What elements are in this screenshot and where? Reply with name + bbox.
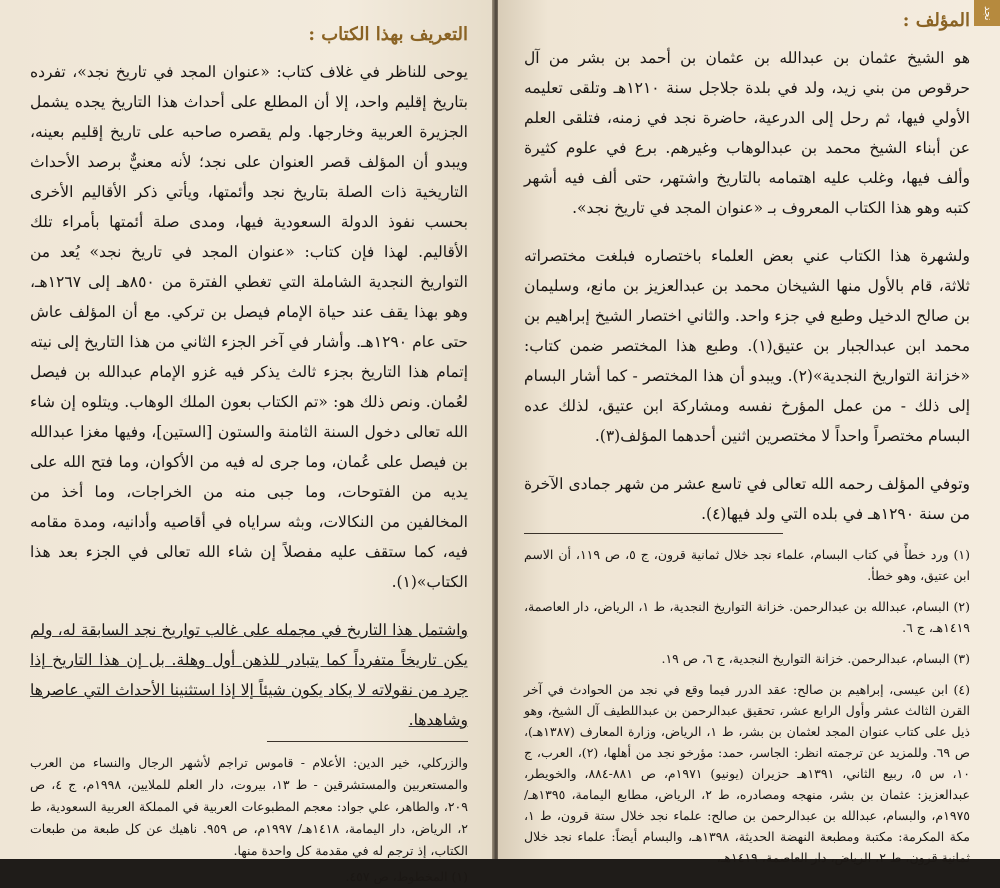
right-paragraph-3: وتوفي المؤلف رحمه الله تعالى في تاسع عشر من شهر جمادى الآخرة من سنة ١٢٩٠هـ في بلده التي ولد فيها(٤).	[524, 475, 970, 523]
right-paragraph-2: ولشهرة هذا الكتاب عني بعض العلماء باختصاره فبلغت مختصراته ثلاثة، قام بالأول منها الشيخان محمد بن عبدالعزيز بن مانع، وسليمان بن صالح الدخيل وطبع في جزء واحد. والثاني اختصار الشيخ إبراهيم بن محمد ابن عبدالجبار بن عتيق(١). وطبع هذا المختصر ضمن كتاب: «خزانة التواريخ النجدية»(٢). ويبدو أن هذا المختصر - كما أشار البسام إلى ذلك - من عمل المؤرخ نفسه ومشاركة ابن عتيق، لذلك عده البسام مختصراً واحداً لا مختصرين اثنين أحدهما المؤلف(٣).	[524, 247, 970, 445]
left-footnote-continued: والزركلي، خير الدين: الأعلام - قاموس تراجم لأشهر الرجال والنساء من العرب والمستعربين والمستشرقين - ط ١٣، بيروت، دار العلم للملايين، ١٩٩٨م، ج ٤، ص ٢٠٩، والطاهر، علي جواد: معجم المطبوعات العربية في المملكة العربية السعودية، ط ٢، الرياض، دار اليمامة، ١٤١٨هـ/ ١٩٩٧م، ص ٩٥٩. ناهيك عن كل طبعة من طبعات الكتاب، إذ ترجم له في مقدمة كل واحدة منها.	[30, 755, 468, 858]
right-footnote-2: (٢) البسام، عبدالله بن عبدالرحمن. خزانة التواريخ النجدية، ط ١، الرياض، دار العاصمة، ١٤١٩هـ، ج ٦.	[524, 599, 970, 635]
right-footnote-1: (١) ورد خطأً في كتاب البسام، علماء نجد خلال ثمانية قرون، ج ٥، ص ١١٩، أن الاسم ابن عتيق، وهو خطأ.	[524, 547, 970, 583]
right-page	[498, 0, 1000, 865]
left-footnote-divider	[267, 741, 468, 742]
right-footnote-4: (٤) ابن عيسى، إبراهيم بن صالح: عقد الدرر فيما وقع في نجد من الحوادث في آخر القرن الثالث عشر وأول الرابع عشر، تحقيق عبدالرحمن بن عبداللطيف آل الشيخ، وهو ذيل على كتاب عنوان المجد لعثمان بن بشر، ط ١، الرياض، وزارة المعارف (١٣٨٧هـ)، ص ٦٩. وللمزيد عن ترجمته انظر: الجاسر، حمد: مؤرخو نجد من أهلها، (٢)، العرب، ج ١٠، س ٥، ربيع الثاني، ١٣٩١هـ حزيران (يونيو) ١٩٧١م، ص ٨٨١-٨٨٤، والخويطر، عبدالعزيز: عثمان بن بشر، منهجه ومصادره، ط ٢، الرياض، مطابع اليمامة، ١٣٩٥هـ/ ١٩٧٥م، والبسام، عبدالله بن عبدالرحمن بن صالح: علماء نجد خلال ستة قرون، ط ١، مكة المكرمة: مكتبة ومطبعة النهضة الحديثة، ١٣٩٨هـ، والبسام أيضاً: علماء نجد خلال ثمانية قرون، ط ٢، الرياض، دار العاصمة، ١٤١٩هـ،	[524, 682, 971, 865]
right-footnote-divider	[524, 533, 783, 534]
right-page-heading: المؤلف :	[902, 10, 970, 31]
left-paragraph-2: واشتمل هذا التاريخ في مجمله على غالب تواريخ نجد السابقة له، ولم يكن تاريخاً متفرداً كما يتبادر للذهن أول وهلة. بل إن هذا التاريخ إذا جرد من نقولاته لا يكاد يكون شيئاً إلا إذا استثنينا الأحداث التي عاصرها وشاهدها.	[30, 621, 468, 729]
left-footnote-1: (١) المخطوط، ص ٤٥٧.	[345, 869, 468, 884]
corner-tab: نجد	[974, 0, 1000, 26]
right-footnote-3: (٣) البسام، عبدالرحمن. خزانة التواريخ النجدية، ج ٦، ص ١٩.	[661, 651, 970, 666]
left-page	[0, 0, 494, 884]
left-page-heading: التعريف بهذا الكتاب :	[308, 24, 468, 45]
right-paragraph-1: هو الشيخ عثمان بن عبدالله بن عثمان بن أحمد بن بشر من آل حرقوص من بني زيد، ولد في بلدة جلاجل سنة ١٢١٠هـ وتلقى تعليمه الأولي فيها، ثم رحل إلى الدرعية، حاضرة نجد في زمنه، فتلقى العلم عن أبناء الشيخ محمد بن عبدالوهاب وغيرهم. برع في علوم كثيرة وألف فيها، وغلب عليه اهتمامه بالتاريخ واشتهر، حتى ألف فيه أشهر كتبه وهو هذا الكتاب المعروف بـ «عنوان المجد في تاريخ نجد».	[524, 49, 970, 217]
left-paragraph-1: يوحى للناظر في غلاف كتاب: «عنوان المجد في تاريخ نجد»، تفرده بتاريخ إقليم واحد، إلا أن المطلع على أحداث هذا التاريخ يجده يشمل الجزيرة العربية وخارجها. ولم يقصره صاحبه على تاريخ إقليم بعينه، ويبدو أن المؤلف قصر العنوان على نجد؛ لأنه معنيٌّ برصد الأحداث التاريخية ذات الصلة بتاريخ نجد وأئمتها، ويأتي ذكر الأقاليم الأخرى بحسب نفوذ الدولة السعودية فيها، ومدى صلة أئمتها بأمراء تلك الأقاليم. لهذا فإن كتاب: «عنوان المجد في تاريخ نجد» يُعد من التواريخ النجدية الشاملة التي تغطي الفترة من ٨٥٠هـ إلى ١٢٦٧هـ، وهو بهذا يقف عند حياة الإمام فيصل بن تركي. مع أن المؤلف عاش حتى عام ١٢٩٠هـ. وأشار في آخر الجزء الثاني من هذا التاريخ إلى نيته إتمام هذا التاريخ بجزء ثالث يذكر فيه غزو الإمام عبدالله بن فيصل لعُمان. ونص ذلك هو: «تم الكتاب بعون الملك الوهاب. ويتلوه إن شاء الله تعالى دخول السنة الثامنة والستون [الستين]، وفيها مغزا عبدالله بن فيصل على عُمان، وما جرى له فيه من الأكوان، وما فتح الله على يديه من الفتوحات، وما جبى منه من الخراجات، وما أخذ من المخالفين من النكالات، وبثه سراياه في أقاصيه وأدانيه، ومدة مقامه فيه، كما ستقف عليه مفصلاً إن شاء الله تعالى في الجزء بعد هذا الكتاب»(١).	[30, 63, 469, 591]
